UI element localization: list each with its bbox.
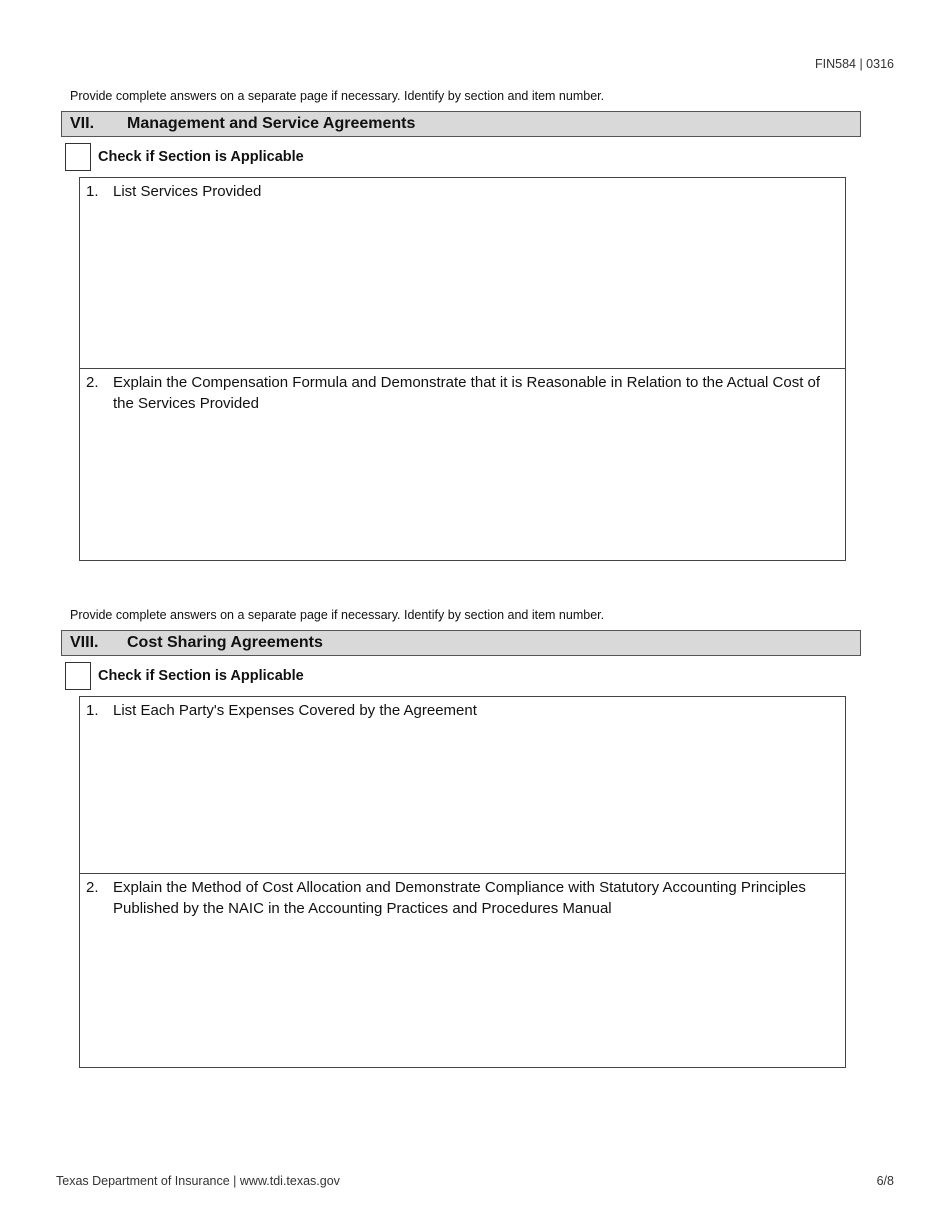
section-header-viii (61, 630, 861, 656)
section-note: Provide complete answers on a separate page if necessary. Identify by section and item number. (70, 89, 605, 103)
section-number: VIII. (70, 634, 99, 651)
section-title: Cost Sharing Agreements (127, 634, 323, 651)
applicable-checkbox-vii[interactable] (65, 143, 91, 171)
question-item (80, 178, 845, 368)
question-number: 1. (86, 702, 99, 719)
applicable-checkbox-viii[interactable] (65, 662, 91, 690)
applicable-row-viii (65, 662, 304, 690)
question-number: 2. (86, 374, 99, 391)
answer-area[interactable] (80, 228, 845, 368)
applicable-label: Check if Section is Applicable (98, 668, 304, 684)
question-item (80, 697, 845, 873)
answer-area[interactable] (80, 747, 845, 873)
question-item (80, 873, 845, 1067)
question-text: Explain the Method of Cost Allocation and Demonstrate Compliance with Statutory Accounting Principles Published by the NAIC in the Accounting Practices and Procedures Manual (113, 879, 806, 917)
question-text: List Services Provided (113, 183, 262, 200)
question-number: 2. (86, 879, 99, 896)
answer-area[interactable] (80, 419, 845, 560)
questions-box-vii (79, 177, 846, 561)
question-text: List Each Party's Expenses Covered by the Agreement (113, 702, 477, 719)
section-note: Provide complete answers on a separate page if necessary. Identify by section and item number. (70, 608, 605, 622)
page-number: 6/8 (876, 1174, 894, 1188)
question-item (80, 368, 845, 560)
questions-box-viii (79, 696, 846, 1068)
answer-area[interactable] (80, 924, 845, 1067)
footer-agency: Texas Department of Insurance | www.tdi.texas.gov (56, 1174, 340, 1188)
form-code: FIN584 | 0316 (815, 57, 894, 71)
question-number: 1. (86, 183, 99, 200)
section-number: VII. (70, 115, 95, 132)
applicable-label: Check if Section is Applicable (98, 149, 304, 165)
question-text: Explain the Compensation Formula and Demonstrate that it is Reasonable in Relation to the Actual Cost of the Services Provided (113, 374, 821, 412)
applicable-row-vii (65, 143, 304, 171)
section-header-vii (61, 111, 861, 137)
section-title: Management and Service Agreements (127, 115, 416, 132)
